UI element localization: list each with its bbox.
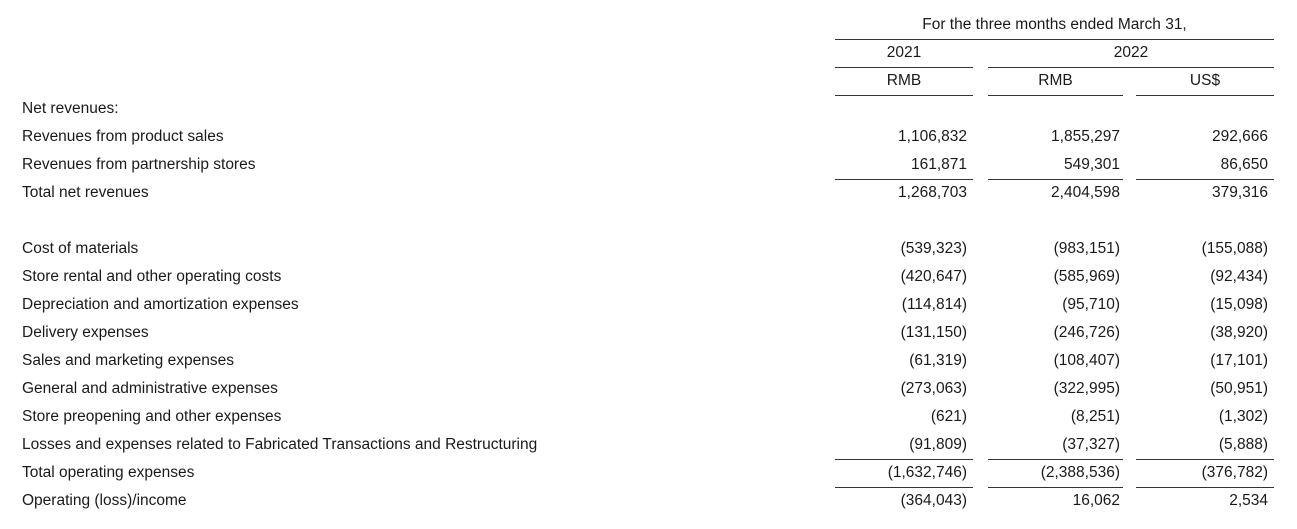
- cell-2021: (621): [930, 408, 967, 425]
- row-label: Revenues from product sales: [22, 128, 224, 145]
- year-2022-rule: [988, 67, 1274, 68]
- row-label: Store rental and other operating costs: [22, 268, 282, 285]
- row-label: Revenues from partnership stores: [22, 156, 256, 173]
- cell-2022-usd: 292,666: [1211, 128, 1268, 145]
- cell-2022-rmb: 549,301: [1063, 156, 1120, 173]
- cell-2022-rmb: (37,327): [1062, 436, 1120, 453]
- cell-2022-rmb: 16,062: [1072, 492, 1120, 509]
- cell-2022-usd: (155,088): [1201, 240, 1268, 257]
- cell-2022-usd: 2,534: [1229, 492, 1268, 509]
- cell-2021: (114,814): [901, 296, 967, 313]
- row-label: Losses and expenses related to Fabricated Transactions and Restructuring: [22, 436, 538, 453]
- cell-2022-usd: (50,951): [1210, 380, 1268, 397]
- row-label: Operating (loss)/income: [22, 492, 187, 509]
- cell-2021: (420,647): [900, 268, 967, 285]
- currency-2021-rmb: RMB: [886, 72, 922, 89]
- year-2022-header: 2022: [1113, 44, 1149, 61]
- cell-2021: (539,323): [900, 240, 967, 257]
- cell-2022-usd: (17,101): [1210, 352, 1268, 369]
- net-revenues-label: Net revenues:: [22, 100, 119, 117]
- cell-2022-rmb: 2,404,598: [1051, 184, 1120, 201]
- year-2021-header: 2021: [886, 44, 922, 61]
- row-label: Sales and marketing expenses: [22, 352, 234, 369]
- subtotal-rule: [988, 487, 1123, 488]
- cell-2022-usd: 379,316: [1211, 184, 1268, 201]
- period-header: For the three months ended March 31,: [922, 16, 1187, 33]
- cell-2022-usd: (38,920): [1210, 324, 1268, 341]
- currency-2022-usd: US$: [1189, 72, 1221, 89]
- cell-2022-usd: (15,098): [1210, 296, 1268, 313]
- cell-2021: (1,632,746): [887, 464, 967, 481]
- cell-2021: (273,063): [900, 380, 967, 397]
- subtotal-rule: [835, 179, 973, 180]
- cell-2021: (131,150): [900, 324, 967, 341]
- subtotal-rule: [835, 459, 973, 460]
- currency-2022-rmb: RMB: [1038, 72, 1073, 89]
- subtotal-rule: [835, 487, 973, 488]
- cell-2022-usd: (5,888): [1218, 436, 1268, 453]
- subtotal-rule: [1136, 459, 1274, 460]
- subtotal-rule: [988, 459, 1123, 460]
- header-rule: [835, 39, 1274, 40]
- row-label: General and administrative expenses: [22, 380, 278, 397]
- cell-2022-rmb: (585,969): [1053, 268, 1120, 285]
- subtotal-rule: [1136, 487, 1274, 488]
- row-label: Store preopening and other expenses: [22, 408, 282, 425]
- subtotal-rule: [988, 179, 1123, 180]
- cell-2022-rmb: (2,388,536): [1040, 464, 1120, 481]
- cell-2022-usd: (1,302): [1218, 408, 1268, 425]
- year-2021-rule: [835, 67, 973, 68]
- cell-2021: (364,043): [900, 492, 967, 509]
- currency-2022-rmb-rule: [988, 95, 1123, 96]
- cell-2022-rmb: (246,726): [1053, 324, 1120, 341]
- cell-2022-rmb: (108,407): [1053, 352, 1120, 369]
- row-label: Delivery expenses: [22, 324, 149, 341]
- cell-2022-usd: 86,650: [1220, 156, 1268, 173]
- row-label: Cost of materials: [22, 240, 139, 257]
- cell-2021: (61,319): [909, 352, 967, 369]
- cell-2022-usd: (92,434): [1210, 268, 1268, 285]
- cell-2022-rmb: (95,710): [1062, 296, 1120, 313]
- row-label: Total operating expenses: [22, 464, 195, 481]
- currency-2021-rule: [835, 95, 973, 96]
- cell-2021: 1,106,832: [898, 128, 967, 145]
- cell-2022-rmb: (322,995): [1053, 380, 1120, 397]
- cell-2021: 161,871: [910, 156, 967, 173]
- row-label: Depreciation and amortization expenses: [22, 296, 299, 313]
- currency-2022-usd-rule: [1136, 95, 1274, 96]
- cell-2022-rmb: 1,855,297: [1051, 128, 1120, 145]
- cell-2021: (91,809): [909, 436, 967, 453]
- subtotal-rule: [1136, 179, 1274, 180]
- cell-2022-usd: (376,782): [1201, 464, 1268, 481]
- cell-2021: 1,268,703: [898, 184, 967, 201]
- row-label: Total net revenues: [22, 184, 149, 201]
- cell-2022-rmb: (8,251): [1070, 408, 1120, 425]
- cell-2022-rmb: (983,151): [1053, 240, 1120, 257]
